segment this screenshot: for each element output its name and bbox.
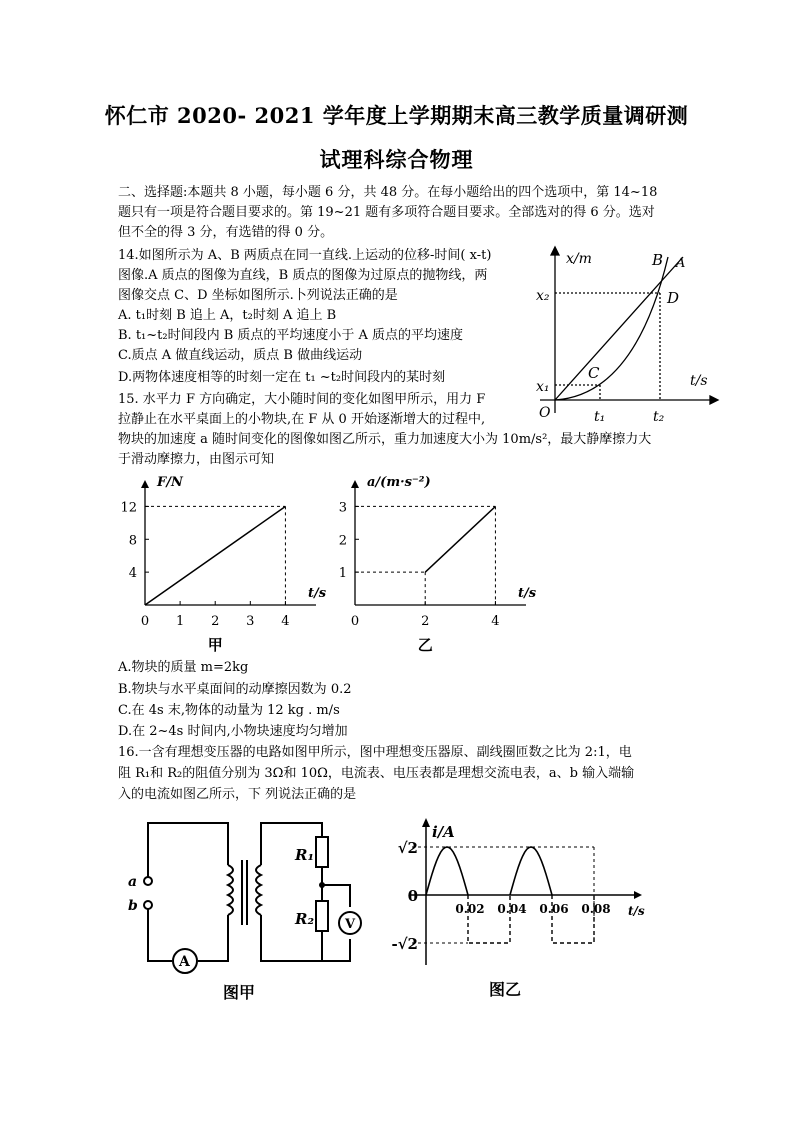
x-axis-arrow bbox=[634, 891, 642, 899]
y-tick-label: 8 bbox=[128, 533, 137, 549]
chart-caption: 图乙 bbox=[488, 980, 522, 999]
data-line bbox=[145, 506, 285, 605]
x-tick-label: 0.02 bbox=[455, 902, 485, 916]
q14-stem-line: 图像交点 C、D 坐标如图所示.卜列说法正确的是 bbox=[118, 288, 398, 303]
q16-circuit-figure bbox=[120, 815, 385, 1005]
x-axis-label: t/s bbox=[628, 904, 645, 918]
resistor-r2 bbox=[316, 901, 328, 931]
q16-stem-line: 16.一含有理想变压器的电路如图甲所示，图中理想变压器原、副线圈匝数之比为 2:1，电 bbox=[118, 745, 632, 760]
terminal-a bbox=[144, 877, 152, 885]
label-a: A bbox=[676, 256, 686, 271]
page-title: 怀仁市 2020- 2021 学年度上学期期末高三教学质量调研测 bbox=[104, 103, 689, 128]
q15-option-a: A.物块的质量 m=2kg bbox=[118, 660, 249, 675]
q14-stem-line: 图像.A 质点的图像为直线，B 质点的图像为过原点的抛物线，两 bbox=[118, 268, 488, 283]
half-sine-pulse bbox=[426, 847, 468, 895]
q14-option-b: B. t₁~t₂时间段内 B 质点的平均速度小于 A 质点的平均速度 bbox=[118, 328, 464, 343]
y-axis-arrow bbox=[141, 480, 149, 488]
voltmeter-label: V bbox=[345, 917, 356, 932]
chart-caption: 乙 bbox=[417, 636, 433, 654]
label-c: C bbox=[588, 364, 600, 382]
q15-stem-line: 拉静止在水平桌面上的小物块,在 F 从 0 开始逐渐增大的过程中, bbox=[118, 412, 486, 427]
q15-option-c: C.在 4s 末,物体的动量为 12 kg . m/s bbox=[118, 703, 340, 718]
x-tick-label: 0 bbox=[140, 614, 150, 629]
x-tick-label: 3 bbox=[246, 614, 255, 629]
x-tick-label: 0 bbox=[350, 614, 360, 629]
chart-jia bbox=[120, 475, 327, 655]
section-instructions-line: 题只有一项是符合题目要求的。第 19~21 题有多项符合题目要求。全部选对的得 6 分。选对 bbox=[118, 205, 655, 220]
label-t2: t₂ bbox=[653, 409, 665, 425]
y-tick-label: 2 bbox=[338, 533, 347, 549]
x-axis-label: t/s bbox=[308, 586, 327, 601]
chart-current-waveform bbox=[370, 815, 660, 1005]
y-axis-label: a/(m·s⁻²) bbox=[367, 475, 431, 490]
x-axis-label: t/s bbox=[690, 373, 708, 389]
q14-option-d: D.两物体速度相等的时刻一定在 t₁ ~t₂时间段内的某时刻 bbox=[118, 370, 446, 385]
junction-dot bbox=[319, 882, 325, 888]
resistor-r1 bbox=[316, 837, 328, 867]
y-tick-label: -√2 bbox=[391, 935, 418, 953]
x-tick-label: 2 bbox=[211, 614, 220, 629]
y-axis-label: x/m bbox=[566, 251, 592, 267]
y-tick-label: 4 bbox=[128, 566, 137, 582]
x-tick-label: 0.08 bbox=[581, 902, 611, 916]
y-axis-label: i/A bbox=[432, 823, 455, 841]
q14-xt-figure bbox=[530, 245, 720, 435]
half-sine-pulse bbox=[510, 847, 552, 895]
x-tick-label: 2 bbox=[421, 614, 430, 629]
x-tick-label: 4 bbox=[491, 614, 500, 629]
y-tick-label: 12 bbox=[120, 500, 137, 516]
x-axis-label: t/s bbox=[518, 586, 537, 601]
q15-option-b: B.物块与水平桌面间的动摩擦因数为 0.2 bbox=[118, 682, 352, 697]
label-b: B bbox=[652, 251, 664, 269]
q15-option-d: D.在 2~4s 时间内,小物块速度均匀增加 bbox=[118, 724, 348, 739]
q14-guide-lines bbox=[555, 293, 660, 400]
x-tick-label: 0.04 bbox=[497, 902, 527, 916]
label-a-terminal: a bbox=[128, 874, 138, 890]
section-instructions-line: 二、选择题:本题共 8 小题，每小题 6 分，共 48 分。在每小题给出的四个选项中，第 14~18 bbox=[118, 185, 658, 200]
label-b-terminal: b bbox=[128, 898, 138, 914]
q16-stem-line: 入的电流如图乙所示，下 列说法正确的是 bbox=[118, 787, 357, 802]
ammeter-label: A bbox=[179, 954, 190, 970]
y-axis-arrow bbox=[351, 480, 359, 488]
data-line bbox=[425, 506, 495, 572]
q14-stem-line: 14.如图所示为 A、B 两质点在同一直线.上运动的位移-时间( x-t) bbox=[118, 248, 492, 263]
label-d: D bbox=[667, 289, 680, 307]
y-tick-label: 1 bbox=[338, 566, 347, 582]
x-tick-label: 4 bbox=[281, 614, 290, 629]
parabola-b bbox=[555, 257, 668, 400]
y-axis-arrow bbox=[422, 818, 430, 827]
q14-option-a: A. t₁时刻 B 追上 A，t₂时刻 A 追上 B bbox=[118, 308, 337, 323]
q15-stem-line: 15. 水平力 F 方向确定，大小随时间的变化如图甲所示，用力 F bbox=[118, 392, 486, 407]
label-x1: x₁ bbox=[536, 379, 550, 395]
chart-yi bbox=[330, 475, 537, 655]
q15-stem-line: 于滑动摩擦力，由图示可知 bbox=[118, 452, 275, 467]
q14-option-c: C.质点 A 做直线运动，质点 B 做曲线运动 bbox=[118, 348, 363, 363]
label-r1: R₁ bbox=[295, 846, 315, 864]
q15-stem-line: 物块的加速度 a 随时间变化的图像如图乙所示，重力加速度大小为 10m/s²，最大静摩擦力大 bbox=[118, 432, 652, 447]
y-tick-label: 0 bbox=[407, 887, 418, 905]
y-axis-label: F/N bbox=[157, 475, 183, 490]
x-tick-label: 0.06 bbox=[539, 902, 569, 916]
terminal-b bbox=[144, 901, 152, 909]
label-x2: x₂ bbox=[536, 288, 550, 304]
label-t1: t₁ bbox=[594, 409, 606, 425]
q16-stem-line: 阻 R₁和 R₂的阻值分别为 3Ω和 10Ω，电流表、电压表都是理想交流电表，a、b 输入端输 bbox=[118, 766, 635, 781]
y-tick-label: √2 bbox=[397, 839, 418, 857]
x-tick-label: 1 bbox=[175, 614, 185, 629]
origin-label: O bbox=[539, 405, 551, 421]
section-instructions-line: 但不全的得 3 分，有选错的得 0 分。 bbox=[118, 225, 334, 240]
page-subtitle: 试理科综合物理 bbox=[319, 147, 474, 172]
y-tick-label: 3 bbox=[338, 500, 347, 516]
label-r2: R₂ bbox=[295, 910, 315, 928]
figure-caption-jia: 图甲 bbox=[223, 983, 256, 1002]
chart-caption: 甲 bbox=[207, 636, 223, 654]
line-a bbox=[555, 256, 686, 400]
